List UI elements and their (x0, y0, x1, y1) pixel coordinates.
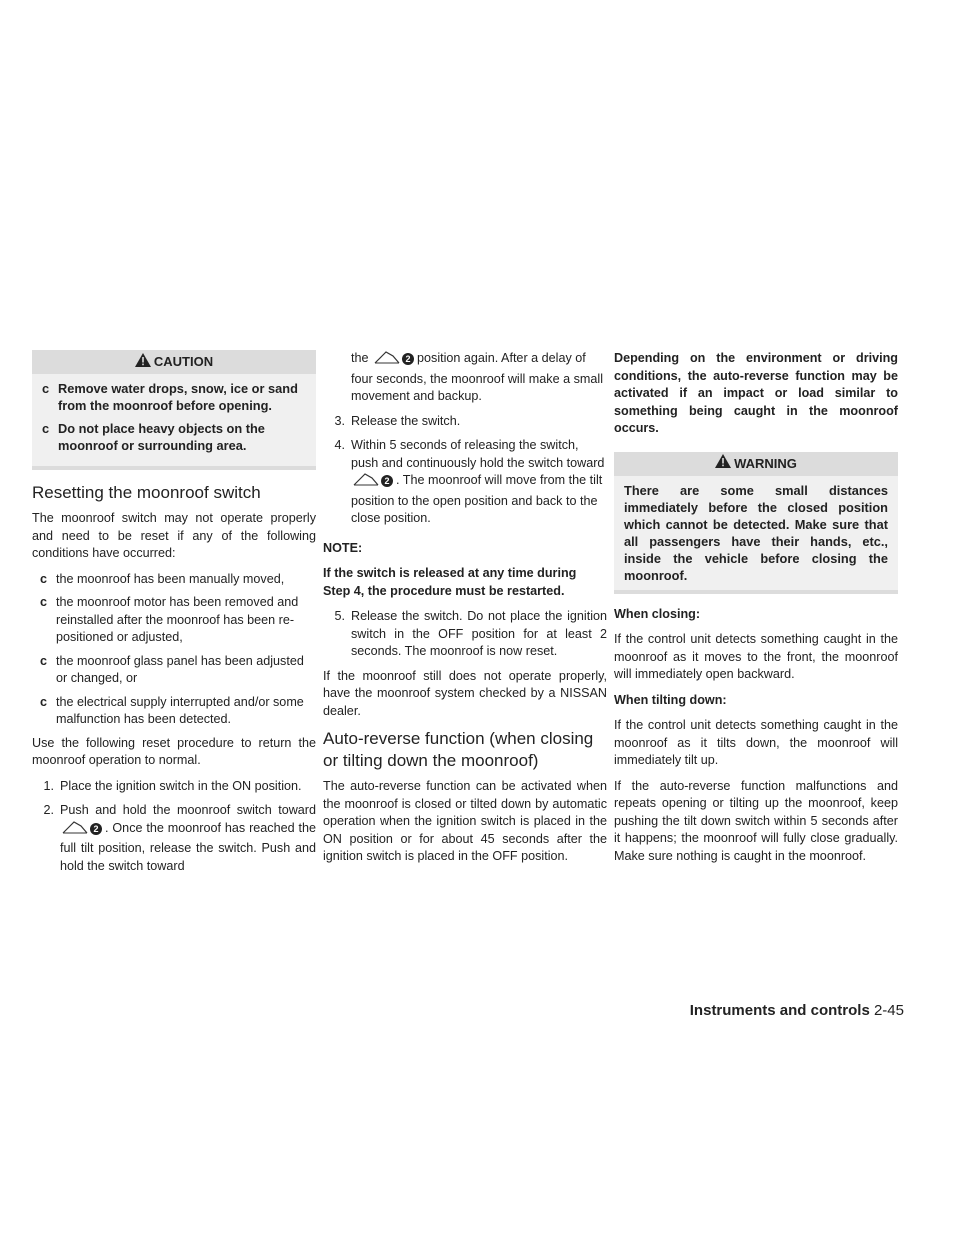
step-2-continued (323, 350, 607, 406)
warning-body (614, 476, 898, 590)
step-number-blank (323, 350, 351, 406)
note-label: NOTE: (323, 540, 363, 555)
condition-item (32, 571, 316, 589)
note-text: If the switch is released at any time during Step 4, the procedure must be restarted. (323, 566, 577, 598)
moonroof-tilt-icon (374, 351, 400, 371)
step-2 (32, 802, 316, 875)
condition-item (32, 653, 316, 688)
step-4-text-a: Within 5 seconds of releasing the switch, push and continuously hold the switch toward (351, 438, 605, 470)
auto-reverse-bold-para: Depending on the environment or driving conditions, the auto-reverse function may be activated if an impact or load similar to something being caught in the moonroof occurs. (614, 351, 898, 435)
moonroof-tilt-icon (353, 473, 379, 493)
step-number: 4. (334, 438, 345, 452)
bullet-icon: c (40, 595, 48, 609)
step-5 (323, 608, 607, 661)
step-text (351, 437, 607, 528)
warning-header (614, 452, 898, 476)
column-middle (323, 350, 607, 874)
step-number: 5. (334, 609, 345, 623)
warning-box (614, 452, 898, 594)
bullet-icon: c (42, 381, 50, 396)
caution-item-text: Do not place heavy objects on the moonroof or surrounding area. (58, 421, 265, 453)
step-number: 2. (43, 803, 54, 817)
moonroof-tilt-icon (62, 821, 88, 841)
footer-section: Instruments and controls (689, 1002, 870, 1019)
warning-title: WARNING (734, 455, 797, 471)
step-4-text-b: . The moonroof will move from the tilt position to the open position and back to the close position. (351, 473, 603, 525)
circled-number-icon: 2 (402, 353, 414, 365)
column-right (614, 350, 898, 873)
step-3 (323, 413, 607, 431)
step-2-text-c-pre: the (351, 351, 369, 365)
auto-reverse-intro: The auto-reverse function can be activated when the moonroof is closed or tilted down by automatic operation when the ignition switch is placed in the ON position or for about 45 seconds after the ignition switch is placed in the OFF position. (323, 779, 607, 863)
step-2-text-a: Push and hold the moonroof switch toward (60, 803, 316, 817)
procedure-intro: Use the following reset procedure to return the moonroof operation to normal. (32, 735, 316, 767)
closing-label: When closing: (614, 606, 701, 621)
page-number: 2-45 (873, 1002, 904, 1019)
malfunction-text: If the auto-reverse function malfunctions and repeats opening or tilting up the moonroof, keep pushing the tilt down switch within 5 seconds after it happens; the moonroof will fully close gradually. Make sure nothing is caught in the moonroof. (614, 778, 898, 863)
condition-item (32, 694, 316, 729)
caution-header (32, 350, 316, 374)
caution-item (42, 380, 306, 414)
caution-title: CAUTION (153, 354, 214, 370)
condition-text: the moonroof has been manually moved, (56, 571, 285, 586)
step-text: Release the switch. (351, 413, 461, 428)
circled-number-icon: 2 (90, 823, 102, 835)
warning-text: There are some small distances immediately before the closed position which cannot be detected. Make sure that all passengers have their hands, etc., inside the vehicle before closing the moonroof. (624, 482, 888, 583)
step-text (351, 350, 607, 406)
step-text (60, 802, 316, 875)
caution-body (32, 374, 316, 466)
tilting-label: When tilting down: (614, 692, 727, 707)
warning-triangle-icon (715, 454, 731, 473)
auto-reverse-title: Auto-reverse function (when closing or tilting down the moonroof) (323, 729, 594, 770)
step-2-text-c: position again. After a delay of four seconds, the moonroof will make a small movement and backup. (351, 351, 603, 403)
closing-text: If the control unit detects something caught in the moonroof as it moves to the front, the moonroof will immediately open backward. (614, 632, 898, 681)
step-1 (32, 778, 316, 796)
step-text: Release the switch. Do not place the ignition switch in the OFF position for at least 2 seconds. The moonroof is now reset. (351, 609, 607, 658)
circled-number-icon: 2 (381, 475, 393, 487)
reset-intro: The moonroof switch may not operate properly and need to be reset if any of the following conditions have occurred: (32, 511, 316, 560)
bullet-icon: c (40, 694, 48, 709)
step-4 (323, 437, 607, 528)
tilting-text: If the control unit detects something caught in the moonroof as it tilts down, the moonroof will immediately tilt up. (614, 718, 898, 767)
condition-item (32, 594, 316, 647)
step-text: Place the ignition switch in the ON position. (60, 778, 302, 793)
caution-item-text: Remove water drops, snow, ice or sand from the moonroof before opening. (58, 381, 298, 413)
step-number: 3. (334, 413, 345, 428)
condition-text: the moonroof glass panel has been adjusted or changed, or (56, 653, 304, 685)
step-2-text-b: . Once the moonroof has reached the full tilt position, release the switch. Push and hold the switch toward (60, 820, 316, 873)
column-left (32, 350, 316, 882)
reset-closing: If the moonroof still does not operate properly, have the moonroof system checked by a NISSAN dealer. (323, 668, 607, 718)
condition-text: the moonroof motor has been removed and reinstalled after the moonroof has been re-positioned or adjusted, (56, 595, 299, 644)
bullet-icon: c (42, 421, 50, 436)
step-number: 1. (43, 778, 54, 793)
bullet-icon: c (40, 571, 48, 586)
caution-box (32, 350, 316, 470)
warning-triangle-icon (135, 353, 151, 372)
reset-section-title: Resetting the moonroof switch (32, 483, 261, 502)
condition-text: the electrical supply interrupted and/or some malfunction has been detected. (56, 694, 304, 726)
bullet-icon: c (40, 653, 48, 668)
page-footer (614, 1002, 904, 1019)
caution-item (42, 420, 306, 454)
